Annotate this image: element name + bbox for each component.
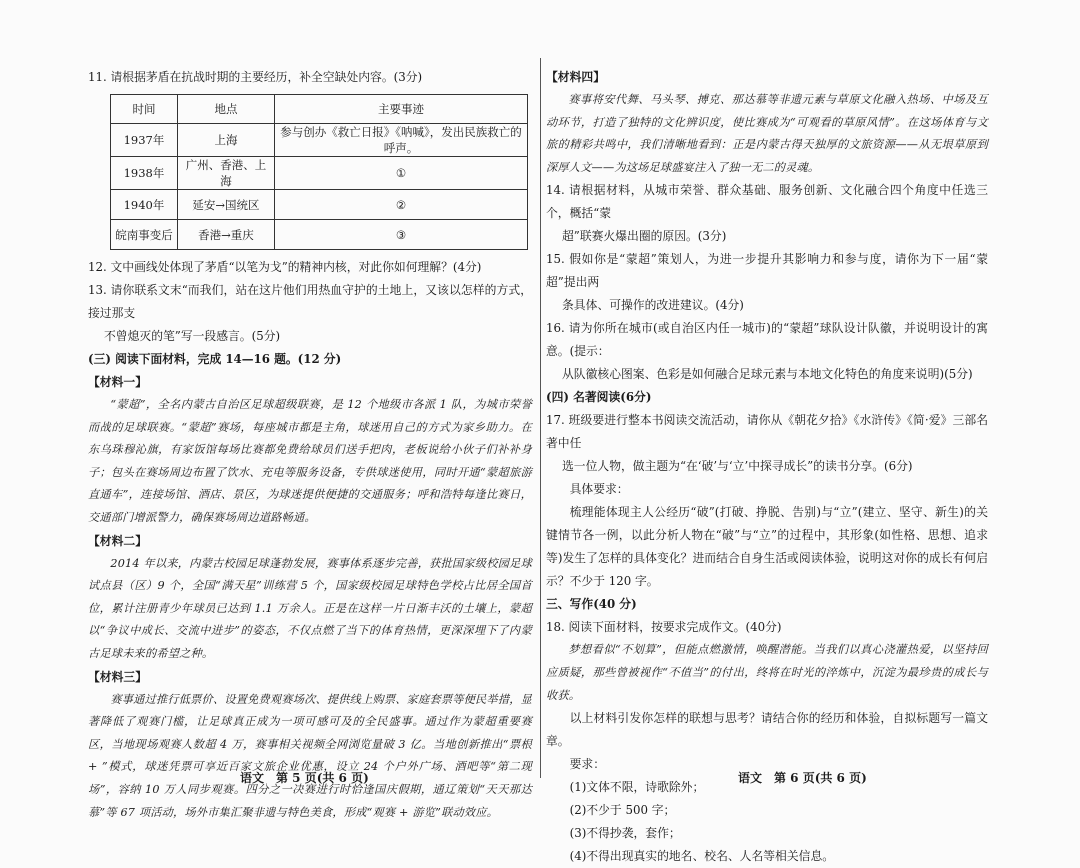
material-1-title: 【材料一】 bbox=[88, 375, 147, 389]
question-13-line2: 不曾熄灭的笔”写一段感言。(5分) bbox=[104, 329, 281, 343]
table-row bbox=[111, 190, 528, 220]
section-4-title: (四) 名著阅读(6分) bbox=[546, 390, 652, 405]
question-18-prompt: 以上材料引发你怎样的联想与思考？请结合你的经历和体验，自拟标题写一篇文章。 bbox=[546, 711, 988, 749]
table-cell: 广州、香港、上海 bbox=[178, 157, 275, 190]
question-11: 11. 请根据茅盾在抗战时期的主要经历，补全空缺处内容。(3分) bbox=[88, 70, 423, 84]
question-17-requirement-title: 具体要求： bbox=[569, 482, 629, 497]
question-18-material: 梦想看似“不划算”，但能点燃激情，唤醒潜能。当我们以真心浇灌热爱，以坚持回应质疑，那些曾被视作“不值当”的付出，终将在时光的淬炼中，沉淀为最珍贵的成长与收获。 bbox=[546, 643, 988, 702]
question-13-line1: 13. 请你联系文末“而我们，站在这片他们用热血守护的土地上，又该以怎样的方式，接过那支 bbox=[88, 283, 532, 320]
table-cell: ① bbox=[275, 157, 528, 190]
table-cell: 延安→国统区 bbox=[178, 190, 275, 220]
material-3-text: 赛事通过推行低票价、设置免费观赛场次、提供线上购票、家庭套票等便民举措，显著降低了观赛门槛，让足球真正成为一项可感可及的全民盛事。通过作为蒙超重要赛区，当地现场观赛人数超 4 万，赛事相关视频全网浏览量破 3 亿。当地创新推出“票根 + ”模式，球迷凭票可享近百家文旅企业优惠，设立 24 个户外广场、酒吧等“第二现场”，容纳 10 万人同步观赛。四分之一决赛进行时恰逢国庆假期，通辽策划“天天那达慕”等 67 项活动，场外市集汇聚非遗与特色美食，形成“观赛 + 游览”联动效应。 bbox=[88, 692, 532, 819]
question-14-line1: 14. 请根据材料，从城市荣誉、群众基础、服务创新、文化融合四个角度中任选三个，概括“蒙 bbox=[546, 183, 988, 221]
table-cell: 上海 bbox=[178, 124, 275, 157]
material-1-text: “蒙超”，全名内蒙古自治区足球超级联赛，是 12 个地级市各派 1 队，为城市荣誉而战的足球联赛。“蒙超”赛场，每座城市都是主角，球迷用自己的方式为家乡助力。在东乌珠穆沁旗，有家饭馆每场比赛都免费给球员们送手把肉，老板说给小伙子们补补身子；包头在赛场周边布置了饮水、充电等服务设备，专供球迷使用，同时开通“蒙超旅游直通车”，连接场馆、酒店、景区，为球迷提供便捷的交通服务；呼和浩特每逢比赛日，交通部门增派警力，确保赛场周边道路畅通。 bbox=[88, 398, 532, 524]
question-14-line2: 超”联赛火爆出圈的原因。(3分) bbox=[562, 229, 727, 244]
section-3-title: (三) 阅读下面材料，完成 14—16 题。(12 分) bbox=[88, 352, 342, 366]
table-row bbox=[111, 124, 528, 157]
page-6 bbox=[540, 0, 1080, 864]
material-4-text: 赛事将安代舞、马头琴、搏克、那达慕等非遗元素与草原文化融入热场、中场及互动环节，打造了独特的文化辨识度，使比赛成为“可观看的草原风情”。在这场体育与文旅的精彩共鸣中，我们清晰地看到：正是内蒙古得天独厚的文旅资源——从无垠草原到深厚人文——为这场足球盛宴注入了独一无二的灵魂。 bbox=[546, 93, 988, 174]
table-cell: 1937年 bbox=[111, 124, 178, 157]
material-3-title: 【材料三】 bbox=[88, 669, 147, 684]
question-18: 18. 阅读下面材料，按要求完成作文。(40分) bbox=[546, 620, 782, 635]
table-header-row bbox=[111, 95, 528, 124]
header-time: 时间 bbox=[111, 95, 178, 124]
requirement-2: (2)不少于 500 字； bbox=[569, 803, 676, 818]
header-place: 地点 bbox=[178, 95, 275, 124]
question-17-line1: 17. 班级要进行整本书阅读交流活动，请你从《朝花夕拾》《水浒传》《简·爱》三部名著中任 bbox=[546, 413, 988, 451]
header-deeds: 主要事迹 bbox=[275, 95, 528, 124]
question-15-line1: 15. 假如你是“蒙超”策划人，为进一步提升其影响力和参与度，请你为下一届“蒙超”提出两 bbox=[546, 252, 988, 290]
table-cell: 1940年 bbox=[111, 190, 178, 220]
page-5 bbox=[0, 0, 540, 837]
table-row bbox=[111, 157, 528, 190]
page-5-footer: 语文 第 5 页(共 6 页) bbox=[240, 771, 369, 785]
table-row bbox=[111, 220, 528, 250]
table-cell: 皖南事变后 bbox=[111, 220, 178, 250]
writing-section-title: 三、写作(40 分) bbox=[546, 597, 637, 612]
table-cell: ③ bbox=[275, 220, 528, 250]
material-2-text: 2014 年以来，内蒙古校园足球蓬勃发展，赛事体系逐步完善，获批国家级校园足球试点县（区）9 个，全国“满天星”训练营 5 个，国家级校园足球特色学校占比居全国首位，累计注册青少年球员已达到 1.1 万余人。正是在这样一片日渐丰沃的土壤上，蒙超以“争议中成长、交流中进步”的姿态，不仅点燃了当下的体育热情，更深深埋下了内蒙古足球未来的希望之种。 bbox=[88, 556, 532, 660]
table-cell: 1938年 bbox=[111, 157, 178, 190]
requirement-3: (3)不得抄袭，套作； bbox=[569, 826, 681, 841]
page-6-footer: 语文 第 6 页(共 6 页) bbox=[738, 771, 867, 785]
requirement-4: (4)不得出现真实的地名、校名、人名等相关信息。 bbox=[569, 849, 835, 864]
question-12: 12. 文中画线处体现了茅盾“以笔为戈”的精神内核，对此你如何理解？(4分) bbox=[88, 260, 482, 274]
material-4-title: 【材料四】 bbox=[546, 70, 605, 84]
material-2-title: 【材料二】 bbox=[88, 533, 147, 548]
table-cell: 香港→重庆 bbox=[178, 220, 275, 250]
maodun-table bbox=[110, 94, 528, 250]
question-15-line2: 条具体、可操作的改进建议。(4分) bbox=[562, 298, 744, 313]
requirement-1: (1)文体不限，诗歌除外； bbox=[569, 780, 705, 795]
question-16-line2: 从队徽核心图案、色彩是如何融合足球元素与本地文化特色的角度来说明)(5分) bbox=[562, 367, 973, 382]
table-cell: 参与创办《救亡日报》《呐喊》，发出民族救亡的呼声。 bbox=[275, 124, 528, 157]
requirements-title: 要求： bbox=[569, 757, 605, 772]
question-17-line2: 选一位人物，做主题为“在‘破’与‘立’中探寻成长”的读书分享。(6分) bbox=[562, 459, 913, 474]
table-cell: ② bbox=[275, 190, 528, 220]
question-16-line1: 16. 请为你所在城市(或自治区内任一城市)的“蒙超”球队设计队徽，并说明设计的寓意。(提示： bbox=[546, 321, 988, 359]
question-17-requirement: 梳理能体现主人公经历“破”(打破、挣脱、告别)与“立”(建立、坚守、新生)的关键情节各一例，以此分析人物在“破”与“立”的过程中，其形象(如性格、思想、追求等)发生了怎样的具体变化？进而结合自身生活或阅读体验，说明这对你的成长有何启示？不少于 120 字。 bbox=[546, 505, 988, 589]
